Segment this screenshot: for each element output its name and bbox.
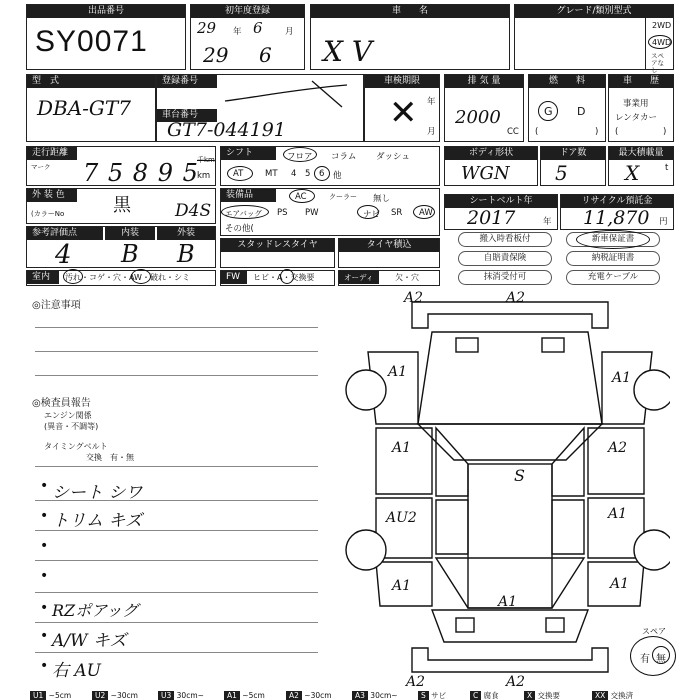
- damage-mark-roof: S: [514, 466, 525, 485]
- first-reg-year-hand: 29: [203, 43, 229, 67]
- shift-option-mt: MT: [265, 169, 278, 179]
- note-5: RZポアッグ: [52, 601, 139, 620]
- shift-option-4: 4: [291, 169, 297, 179]
- drive-option-nospare: スペアなし: [651, 52, 664, 74]
- damage-mark-right-front-fender: A1: [612, 370, 632, 386]
- doors-label: ドア数: [541, 147, 605, 160]
- cabin-items: 汚れ・コゲ・穴・AW・破れ・シミ: [65, 273, 190, 282]
- legend-a2: A2 ~30cm: [286, 690, 332, 700]
- equip-option-airbag: エアバッグ: [225, 209, 262, 218]
- doc-board: 搬入時看板付: [458, 232, 552, 247]
- note-bullet-7: •: [40, 658, 49, 674]
- caution-line-2: [35, 351, 318, 352]
- fuel-box: [528, 74, 606, 142]
- equip-option-none: 無し: [373, 194, 391, 204]
- shift-option-dash: ダッシュ: [376, 152, 410, 162]
- studless-box: [220, 238, 335, 268]
- tire-box: [338, 238, 440, 268]
- shift-box: [220, 146, 440, 186]
- note-1: シート シワ: [52, 483, 143, 503]
- report-line-7: [35, 652, 318, 653]
- recycle-unit: 円: [659, 217, 668, 227]
- chassis-value: GT7-044191: [167, 119, 286, 141]
- exterior-label: 外装: [157, 227, 215, 240]
- payload-unit: t: [665, 163, 669, 173]
- legend-a3: A3 30cm~: [352, 690, 398, 700]
- history-box: [608, 74, 674, 142]
- registration-box: [156, 74, 364, 142]
- drive-4wd-circle: [648, 35, 672, 49]
- mileage-strike-unit: 千km: [197, 156, 215, 164]
- payload-label: 最大積載量: [609, 147, 673, 160]
- color-box: [26, 188, 216, 224]
- caution-title: ◎注意事項: [32, 300, 81, 311]
- legend-c: C 腐食: [470, 690, 499, 700]
- model-value: DBA-GT7: [37, 96, 131, 120]
- first-registration-label: 初年度登録: [191, 5, 304, 18]
- report-line-1: [35, 466, 318, 467]
- fw-items: ヒビ・A・交換要: [253, 273, 315, 282]
- model-box: [26, 74, 156, 142]
- legend-a1: A1 ~5cm: [224, 690, 265, 700]
- inspection-label: 車検期限: [365, 75, 439, 88]
- legend-s: S サビ: [418, 690, 446, 700]
- fuel-label: 燃 料: [529, 75, 605, 88]
- doc-warranty-circle: [576, 230, 650, 249]
- first-reg-year-printed: 29: [197, 19, 217, 37]
- payload-box: [608, 146, 674, 186]
- damage-mark-left-front-fender: A1: [388, 364, 408, 380]
- equipment-box: [220, 188, 440, 236]
- score-box: [26, 226, 216, 268]
- equip-other-label: その他(: [225, 224, 254, 234]
- history-label: 車 歴: [609, 75, 673, 88]
- payload-value: X: [625, 161, 640, 185]
- damage-mark-front-bumper-center: A2: [506, 290, 526, 306]
- timing-value: 交換 有・無: [86, 453, 134, 462]
- shift-option-6: 6: [319, 169, 325, 179]
- reg-strike-mark: [217, 79, 357, 109]
- audio-label: オーディオ: [339, 271, 379, 284]
- equip-option-ps: PS: [277, 208, 288, 218]
- color-value: 黒: [113, 195, 131, 216]
- cabin-box: [26, 270, 216, 286]
- damage-legend: [30, 690, 700, 700]
- shift-option-floor: フロア: [287, 152, 313, 162]
- history-paren-left: (: [615, 127, 619, 137]
- damage-mark-front-bumper-left: A2: [404, 290, 424, 306]
- damage-mark-left-front-door: A1: [392, 440, 412, 456]
- mileage-box: [26, 146, 216, 186]
- model-label: 型 式: [27, 75, 155, 88]
- note-7: 右 AU: [52, 661, 102, 681]
- note-bullet-1: •: [40, 478, 49, 494]
- seatbelt-unit: 年: [543, 217, 552, 227]
- first-reg-month-hand: 6: [259, 43, 272, 67]
- doc-charge-cable: 充電ケーブル: [566, 270, 660, 285]
- tire-label: タイヤ積込: [339, 239, 439, 252]
- note-bullet-3: •: [40, 538, 49, 554]
- report-line-6: [35, 622, 318, 623]
- car-damage-diagram: [340, 296, 670, 681]
- equip-ac-circle: [289, 189, 315, 203]
- fuel-option-g: G: [544, 105, 553, 118]
- mileage-label: 走行距離: [27, 147, 77, 160]
- equip-option-ac: AC: [295, 192, 307, 202]
- displacement-unit: CC: [507, 127, 519, 137]
- shift-6-circle: [314, 166, 330, 181]
- shift-option-at: AT: [233, 169, 244, 179]
- displacement-value: 2000: [455, 107, 501, 128]
- documents-panel: [444, 232, 674, 288]
- fuel-paren-left: (: [535, 127, 539, 137]
- damage-mark-right-quarter: A1: [610, 576, 630, 592]
- doc-tax: 納税証明書: [566, 251, 660, 266]
- seatbelt-label: シートベルト年: [445, 195, 557, 208]
- displacement-label: 排 気 量: [445, 75, 523, 88]
- body-type-label: ボディ形状: [445, 147, 537, 160]
- note-bullet-4: •: [40, 568, 49, 584]
- legend-u1: U1 ~5cm: [30, 690, 71, 700]
- damage-mark-right-rear-door: A1: [608, 506, 628, 522]
- timing-label: タイミングベルト: [44, 442, 108, 451]
- note-2: トリム キズ: [52, 511, 143, 531]
- caution-line-3: [35, 375, 318, 376]
- report-line-5: [35, 592, 318, 593]
- caution-line-1: [35, 327, 318, 328]
- equip-airbag-circle: [221, 205, 269, 219]
- cabin-aw-circle: [131, 269, 151, 284]
- history-paren-right: ): [663, 127, 667, 137]
- damage-mark-rear-bumper-left: A2: [406, 674, 426, 690]
- mileage-value: 7 5 8 9 5: [83, 159, 199, 187]
- engine-sub: (異音・不調等): [44, 422, 99, 431]
- color-label: 外 装 色: [27, 189, 77, 202]
- first-reg-year-unit: 年: [233, 27, 242, 37]
- fuel-option-d: D: [577, 105, 586, 118]
- fw-label: FW: [221, 271, 247, 284]
- drive-option-4wd: 4WD: [652, 38, 672, 47]
- mileage-unit: km: [197, 171, 211, 181]
- interior-label: 内装: [105, 227, 155, 240]
- legend-xx: XX 交換済: [592, 690, 633, 700]
- seatbelt-value: 2017: [467, 207, 516, 229]
- cabin-dirt-circle: [63, 269, 83, 284]
- spare-option-yes: 有: [640, 654, 650, 665]
- fuel-g-circle: [538, 101, 558, 121]
- engine-label: エンジン関係: [44, 411, 92, 420]
- chassis-label: 車台番号: [157, 109, 217, 122]
- shift-at-circle: [227, 166, 253, 181]
- report-line-3: [35, 530, 318, 531]
- lot-number-label: 出品番号: [27, 5, 185, 18]
- body-type-box: [444, 146, 538, 186]
- shift-option-5: 5: [305, 169, 311, 179]
- shift-option-other: 他: [333, 171, 342, 181]
- damage-mark-left-quarter: A1: [392, 578, 412, 594]
- spare-no-circle: [652, 646, 670, 664]
- equip-option-sr: SR: [391, 208, 403, 218]
- damage-mark-left-rear-door: AU2: [386, 510, 417, 526]
- audio-items: 欠・穴: [395, 273, 419, 282]
- lot-number-box: [26, 4, 186, 70]
- equip-option-aw: AW: [419, 208, 433, 218]
- mileage-mark-label: マーク: [31, 163, 51, 171]
- note-bullet-2: •: [40, 508, 49, 524]
- studless-label: スタッドレスタイヤ: [221, 239, 334, 252]
- equip-navi-circle: [357, 205, 379, 219]
- car-name-value: X V: [323, 35, 373, 68]
- recycle-box: [560, 194, 674, 230]
- first-reg-month-printed: 6: [253, 19, 263, 37]
- damage-mark-trunk: A1: [498, 594, 518, 610]
- interior-value: B: [121, 240, 139, 268]
- seatbelt-box: [444, 194, 558, 230]
- equip-aw-circle: [413, 205, 435, 219]
- report-line-4: [35, 560, 318, 561]
- history-option-rental: レンタカー: [615, 113, 657, 123]
- drive-option-2wd: 2WD: [652, 21, 672, 30]
- lot-number-value: SY0071: [35, 25, 148, 58]
- inspection-month-unit: 月: [427, 127, 436, 137]
- legend-x: X 交換要: [524, 690, 560, 700]
- equip-option-pw: PW: [305, 208, 319, 218]
- equipment-label: 装備品: [221, 189, 276, 202]
- fw-box: [220, 270, 335, 286]
- recycle-label: リサイクル預託金: [561, 195, 673, 208]
- note-bullet-6: •: [40, 628, 49, 644]
- grade-label: グレード/類別型式: [515, 5, 673, 18]
- score-value: 4: [55, 240, 72, 270]
- displacement-box: [444, 74, 524, 142]
- damage-mark-right-front-door: A2: [608, 440, 628, 456]
- report-line-2: [35, 500, 318, 501]
- equip-option-navi: ナビ: [363, 210, 381, 220]
- car-name-box: [310, 4, 510, 70]
- doors-box: [540, 146, 606, 186]
- first-registration-box: [190, 4, 305, 70]
- doors-value: 5: [555, 161, 568, 185]
- doc-deregister: 抹消受付可: [458, 270, 552, 285]
- inspector-title: ◎検査員報告: [32, 398, 91, 409]
- spare-label: スペア: [642, 627, 666, 636]
- legend-u3: U3 30cm~: [158, 690, 204, 700]
- equip-option-cooler: クーラー: [329, 193, 357, 201]
- recycle-value: 11,870: [583, 207, 650, 229]
- doc-warranty: 新車保証書: [566, 232, 660, 247]
- inspection-cross: ✕: [389, 93, 418, 133]
- spare-option-no: 無: [656, 654, 666, 665]
- grade-box: [514, 4, 674, 74]
- car-name-label: 車 名: [311, 5, 509, 18]
- note-6: A/W キズ: [52, 631, 127, 651]
- first-reg-month-unit: 月: [285, 27, 294, 37]
- body-type-value: WGN: [461, 163, 510, 184]
- color-number-label: (カラーNo: [31, 210, 65, 218]
- note-bullet-5: •: [40, 600, 49, 616]
- fw-a-circle: [280, 269, 294, 284]
- history-option-business: 事業用: [623, 99, 649, 109]
- legend-u2: U2 ~30cm: [92, 690, 138, 700]
- shift-label: シフト: [221, 147, 276, 160]
- score-label: 参考評価点: [27, 227, 103, 240]
- audio-box: [338, 270, 440, 295]
- drive-divider: [645, 18, 646, 70]
- shift-floor-circle: [283, 147, 317, 162]
- damage-mark-rear-bumper-center: A2: [506, 674, 526, 690]
- color-code: D4S: [175, 201, 212, 221]
- inspection-box: [364, 74, 440, 142]
- reg-number-label: 登録番号: [157, 75, 217, 88]
- doc-insurance: 自賠責保険: [458, 251, 552, 266]
- cabin-label: 室内: [27, 271, 59, 284]
- exterior-value: B: [177, 240, 195, 268]
- fuel-paren-right: ): [595, 127, 599, 137]
- shift-option-column: コラム: [331, 152, 357, 162]
- inspection-year-unit: 年: [427, 97, 436, 107]
